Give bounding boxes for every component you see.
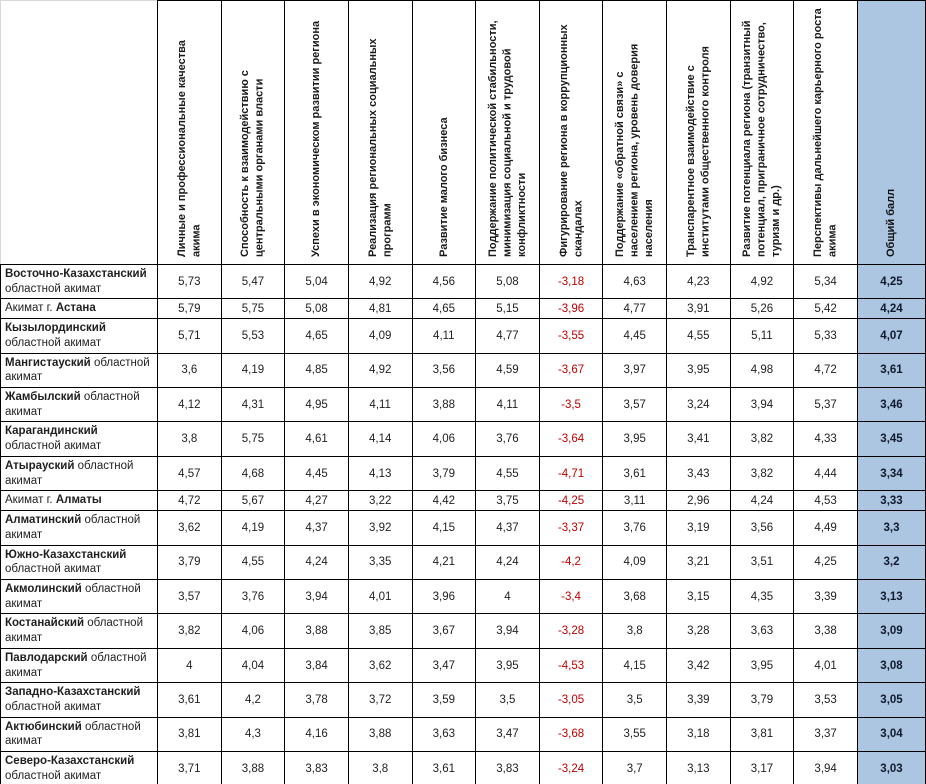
score-cell: 3,61 <box>412 752 476 784</box>
score-cell: -3,96 <box>539 299 603 319</box>
score-cell: 3,56 <box>412 353 476 387</box>
score-cell: 3,57 <box>603 388 667 422</box>
score-cell: 5,73 <box>158 265 222 299</box>
score-cell: 4,35 <box>730 579 794 613</box>
score-cell: 4,11 <box>476 388 540 422</box>
score-cell: -3,24 <box>539 752 603 784</box>
score-cell: 3,8 <box>158 422 222 456</box>
table-row <box>1 614 926 648</box>
score-cell: 3,24 <box>667 388 731 422</box>
table-row <box>1 752 926 784</box>
table-row <box>1 319 926 353</box>
total-score-cell: 3,05 <box>858 683 926 717</box>
score-cell: 4,24 <box>730 491 794 511</box>
score-cell: 4,16 <box>285 717 349 751</box>
score-cell: 3,43 <box>667 456 731 490</box>
total-score-cell: 3,34 <box>858 456 926 490</box>
table-row <box>1 491 926 511</box>
score-cell: 3,83 <box>285 752 349 784</box>
score-cell: 3,94 <box>285 579 349 613</box>
table-row <box>1 353 926 387</box>
score-cell: -3,68 <box>539 717 603 751</box>
score-cell: 5,34 <box>794 265 858 299</box>
score-cell: 3,71 <box>158 752 222 784</box>
score-cell: 4,25 <box>794 545 858 579</box>
score-cell: 3,63 <box>412 717 476 751</box>
score-cell: 5,47 <box>221 265 285 299</box>
score-cell: -3,5 <box>539 388 603 422</box>
total-score-cell: 3,46 <box>858 388 926 422</box>
row-label: Западно-Казахстанский областной акимат <box>1 683 158 717</box>
score-cell: 3,42 <box>667 648 731 682</box>
row-label: Восточно-Казахстанский областной акимат <box>1 265 158 299</box>
score-cell: 4,31 <box>221 388 285 422</box>
score-cell: 3,95 <box>730 648 794 682</box>
score-cell: 3,75 <box>476 491 540 511</box>
score-cell: 4,15 <box>412 511 476 545</box>
score-cell: 4,06 <box>412 422 476 456</box>
score-cell: 3,39 <box>667 683 731 717</box>
total-score-cell: 4,24 <box>858 299 926 319</box>
total-score-cell: 3,08 <box>858 648 926 682</box>
score-cell: 3,41 <box>667 422 731 456</box>
score-cell: 2,96 <box>667 491 731 511</box>
score-cell: 5,67 <box>221 491 285 511</box>
score-cell: 4,65 <box>285 319 349 353</box>
total-score-cell: 3,04 <box>858 717 926 751</box>
score-cell: 4,55 <box>221 545 285 579</box>
score-cell: 3,81 <box>158 717 222 751</box>
score-cell: 3,21 <box>667 545 731 579</box>
score-cell: 3,17 <box>730 752 794 784</box>
score-cell: 4,57 <box>158 456 222 490</box>
score-cell: 3,5 <box>476 683 540 717</box>
score-cell: 4,72 <box>158 491 222 511</box>
score-cell: 4,11 <box>348 388 412 422</box>
score-cell: 4,01 <box>348 579 412 613</box>
column-header-label: Фигурирование региона в коррупционных скандалах <box>557 24 585 257</box>
total-score-cell: 3,3 <box>858 511 926 545</box>
score-cell: 3,79 <box>730 683 794 717</box>
column-header-total <box>858 1 926 265</box>
column-header-1 <box>158 1 222 265</box>
score-cell: 5,42 <box>794 299 858 319</box>
score-cell: 5,71 <box>158 319 222 353</box>
score-cell: 3,55 <box>603 717 667 751</box>
score-cell: 3,6 <box>158 353 222 387</box>
score-cell: 4,3 <box>221 717 285 751</box>
score-cell: 3,88 <box>412 388 476 422</box>
score-cell: 3,53 <box>794 683 858 717</box>
score-cell: 3,59 <box>412 683 476 717</box>
score-cell: 5,15 <box>476 299 540 319</box>
column-header-8 <box>603 1 667 265</box>
score-cell: 4,37 <box>285 511 349 545</box>
score-cell: 4,63 <box>603 265 667 299</box>
score-cell: 4,85 <box>285 353 349 387</box>
score-cell: 3,11 <box>603 491 667 511</box>
score-cell: 4,27 <box>285 491 349 511</box>
score-cell: 3,84 <box>285 648 349 682</box>
score-cell: 3,88 <box>348 717 412 751</box>
table-row <box>1 648 926 682</box>
score-cell: 4,72 <box>794 353 858 387</box>
row-label: Костанайский областной акимат <box>1 614 158 648</box>
score-cell: 3,72 <box>348 683 412 717</box>
score-cell: 4,81 <box>348 299 412 319</box>
total-score-cell: 3,33 <box>858 491 926 511</box>
score-cell: 3,82 <box>730 422 794 456</box>
score-cell: -4,2 <box>539 545 603 579</box>
total-score-cell: 3,13 <box>858 579 926 613</box>
table-row <box>1 422 926 456</box>
score-cell: -4,53 <box>539 648 603 682</box>
score-cell: -3,28 <box>539 614 603 648</box>
score-cell: 4,33 <box>794 422 858 456</box>
score-cell: -3,05 <box>539 683 603 717</box>
table-row <box>1 265 926 299</box>
column-header-label: Личные и профессиональные качества акима <box>175 40 203 257</box>
score-cell: 5,75 <box>221 299 285 319</box>
score-cell: 3,97 <box>603 353 667 387</box>
column-header-label: Транспарентное взаимодействие с институтами общественного контроля <box>684 46 712 257</box>
score-cell: 3,94 <box>476 614 540 648</box>
score-cell: 4,24 <box>476 545 540 579</box>
row-label: Кызылординский областной акимат <box>1 319 158 353</box>
score-cell: 4,59 <box>476 353 540 387</box>
score-cell: 3,47 <box>476 717 540 751</box>
table-row <box>1 511 926 545</box>
score-cell: 3,19 <box>667 511 731 545</box>
score-cell: 3,95 <box>603 422 667 456</box>
score-cell: 4 <box>158 648 222 682</box>
row-label: Карагандинский областной акимат <box>1 422 158 456</box>
column-header-5 <box>412 1 476 265</box>
row-label: Мангистауский областной акимат <box>1 353 158 387</box>
score-cell: 4,37 <box>476 511 540 545</box>
score-cell: 4,92 <box>348 353 412 387</box>
score-cell: 3,5 <box>603 683 667 717</box>
column-header-2 <box>221 1 285 265</box>
score-cell: 4,53 <box>794 491 858 511</box>
row-label: Акимат г. Астана <box>1 299 158 319</box>
total-score-cell: 4,25 <box>858 265 926 299</box>
total-score-cell: 3,03 <box>858 752 926 784</box>
column-header-label: Реализация региональных социальных программ <box>366 38 394 257</box>
table-row <box>1 683 926 717</box>
table-row <box>1 579 926 613</box>
table-row <box>1 299 926 319</box>
score-cell: 3,62 <box>158 511 222 545</box>
score-cell: 3,51 <box>730 545 794 579</box>
score-cell: 3,94 <box>730 388 794 422</box>
row-label: Актюбинский областной акимат <box>1 717 158 751</box>
score-cell: 3,8 <box>348 752 412 784</box>
column-header-label: Развитие малого бизнеса <box>437 117 450 257</box>
row-label: Акимат г. Алматы <box>1 491 158 511</box>
score-cell: 5,79 <box>158 299 222 319</box>
score-cell: 3,8 <box>603 614 667 648</box>
score-cell: 3,7 <box>603 752 667 784</box>
score-cell: 4,2 <box>221 683 285 717</box>
score-cell: 5,75 <box>221 422 285 456</box>
total-score-cell: 3,09 <box>858 614 926 648</box>
score-cell: 3,28 <box>667 614 731 648</box>
score-cell: 4,01 <box>794 648 858 682</box>
column-header-3 <box>285 1 349 265</box>
score-cell: -3,37 <box>539 511 603 545</box>
score-cell: 4,19 <box>221 511 285 545</box>
column-header-11 <box>794 1 858 265</box>
score-cell: 4 <box>476 579 540 613</box>
score-cell: 4,44 <box>794 456 858 490</box>
score-cell: 4,45 <box>603 319 667 353</box>
score-cell: 5,11 <box>730 319 794 353</box>
score-cell: 3,39 <box>794 579 858 613</box>
score-cell: 3,37 <box>794 717 858 751</box>
score-cell: 3,61 <box>603 456 667 490</box>
row-label: Северо-Казахстанский областной акимат <box>1 752 158 784</box>
score-cell: 3,47 <box>412 648 476 682</box>
score-cell: 3,95 <box>667 353 731 387</box>
score-cell: 4,98 <box>730 353 794 387</box>
score-cell: 3,35 <box>348 545 412 579</box>
row-label: Алматинский областной акимат <box>1 511 158 545</box>
score-cell: 3,78 <box>285 683 349 717</box>
column-header-label: Способность к взаимодействию с центральными органами власти <box>239 70 266 257</box>
score-cell: 4,19 <box>221 353 285 387</box>
score-cell: 4,61 <box>285 422 349 456</box>
score-cell: -3,67 <box>539 353 603 387</box>
score-cell: 3,95 <box>476 648 540 682</box>
score-cell: 3,92 <box>348 511 412 545</box>
column-header-9 <box>667 1 731 265</box>
total-score-cell: 4,07 <box>858 319 926 353</box>
score-cell: 4,77 <box>476 319 540 353</box>
score-cell: 4,15 <box>603 648 667 682</box>
score-cell: 3,57 <box>158 579 222 613</box>
score-cell: 4,12 <box>158 388 222 422</box>
score-cell: 4,95 <box>285 388 349 422</box>
score-cell: 4,55 <box>667 319 731 353</box>
score-cell: 4,68 <box>221 456 285 490</box>
score-cell: 4,77 <box>603 299 667 319</box>
score-cell: 3,62 <box>348 648 412 682</box>
score-cell: 3,15 <box>667 579 731 613</box>
column-header-label: Успехи в экономическом развитии региона <box>310 20 323 257</box>
column-header-4 <box>348 1 412 265</box>
score-cell: 3,88 <box>285 614 349 648</box>
score-cell: 5,53 <box>221 319 285 353</box>
score-cell: 4,06 <box>221 614 285 648</box>
score-cell: 5,08 <box>285 299 349 319</box>
score-cell: 4,92 <box>730 265 794 299</box>
score-cell: 4,09 <box>603 545 667 579</box>
table-row <box>1 456 926 490</box>
score-cell: 4,21 <box>412 545 476 579</box>
score-cell: 3,76 <box>476 422 540 456</box>
table-row <box>1 717 926 751</box>
score-cell: 3,67 <box>412 614 476 648</box>
score-cell: -3,18 <box>539 265 603 299</box>
score-cell: 3,85 <box>348 614 412 648</box>
score-cell: 3,82 <box>730 456 794 490</box>
score-cell: 3,76 <box>221 579 285 613</box>
score-cell: -3,4 <box>539 579 603 613</box>
row-label: Павлодарский областной акимат <box>1 648 158 682</box>
score-cell: 4,23 <box>667 265 731 299</box>
total-column-label: Общий балл <box>885 188 898 257</box>
score-cell: 4,55 <box>476 456 540 490</box>
score-cell: 5,04 <box>285 265 349 299</box>
row-label: Атырауский областной акимат <box>1 456 158 490</box>
column-header-label: Поддержание политической стабильности, минимизация социальной и трудовой конфликтности <box>486 20 528 257</box>
score-cell: 3,81 <box>730 717 794 751</box>
score-cell: 4,14 <box>348 422 412 456</box>
column-header-label: Перспективы дальнейшего карьерного роста акима <box>812 8 839 257</box>
score-cell: 4,49 <box>794 511 858 545</box>
total-score-cell: 3,45 <box>858 422 926 456</box>
row-label: Жамбылский областной акимат <box>1 388 158 422</box>
score-cell: -4,71 <box>539 456 603 490</box>
score-cell: 5,08 <box>476 265 540 299</box>
score-cell: 3,79 <box>158 545 222 579</box>
score-cell: 3,91 <box>667 299 731 319</box>
score-cell: -3,55 <box>539 319 603 353</box>
score-cell: 4,09 <box>348 319 412 353</box>
score-cell: 4,56 <box>412 265 476 299</box>
row-label: Южно-Казахстанский областной акимат <box>1 545 158 579</box>
corner-cell <box>1 1 158 265</box>
column-header-label: Поддержание «обратной связи» с населением региона, уровень доверия населения <box>613 43 655 257</box>
score-cell: 3,38 <box>794 614 858 648</box>
score-cell: -4,25 <box>539 491 603 511</box>
column-header-10 <box>730 1 794 265</box>
score-cell: 4,11 <box>412 319 476 353</box>
score-cell: 4,65 <box>412 299 476 319</box>
table-row <box>1 388 926 422</box>
score-cell: 3,82 <box>158 614 222 648</box>
column-header-6 <box>476 1 540 265</box>
score-cell: 3,22 <box>348 491 412 511</box>
score-cell: 4,45 <box>285 456 349 490</box>
score-cell: 3,56 <box>730 511 794 545</box>
column-header-label: Развитие потенциала региона (транзитный потенциал, приграничное сотрудничество, туризм и др.) <box>741 20 783 257</box>
score-cell: 3,68 <box>603 579 667 613</box>
score-cell: -3,64 <box>539 422 603 456</box>
score-cell: 4,92 <box>348 265 412 299</box>
score-cell: 4,24 <box>285 545 349 579</box>
score-cell: 4,42 <box>412 491 476 511</box>
score-cell: 3,88 <box>221 752 285 784</box>
score-cell: 3,83 <box>476 752 540 784</box>
score-cell: 3,63 <box>730 614 794 648</box>
header-row <box>1 1 926 265</box>
score-cell: 3,76 <box>603 511 667 545</box>
row-label: Акмолинский областной акимат <box>1 579 158 613</box>
score-cell: 5,33 <box>794 319 858 353</box>
score-cell: 4,04 <box>221 648 285 682</box>
score-cell: 3,94 <box>794 752 858 784</box>
score-cell: 3,18 <box>667 717 731 751</box>
table-body <box>1 265 926 784</box>
score-cell: 5,37 <box>794 388 858 422</box>
score-cell: 3,96 <box>412 579 476 613</box>
total-score-cell: 3,2 <box>858 545 926 579</box>
column-header-7 <box>539 1 603 265</box>
score-cell: 3,13 <box>667 752 731 784</box>
score-cell: 4,13 <box>348 456 412 490</box>
table-row <box>1 545 926 579</box>
table-header <box>1 1 926 265</box>
total-score-cell: 3,61 <box>858 353 926 387</box>
score-cell: 3,79 <box>412 456 476 490</box>
score-cell: 3,61 <box>158 683 222 717</box>
score-cell: 5,26 <box>730 299 794 319</box>
